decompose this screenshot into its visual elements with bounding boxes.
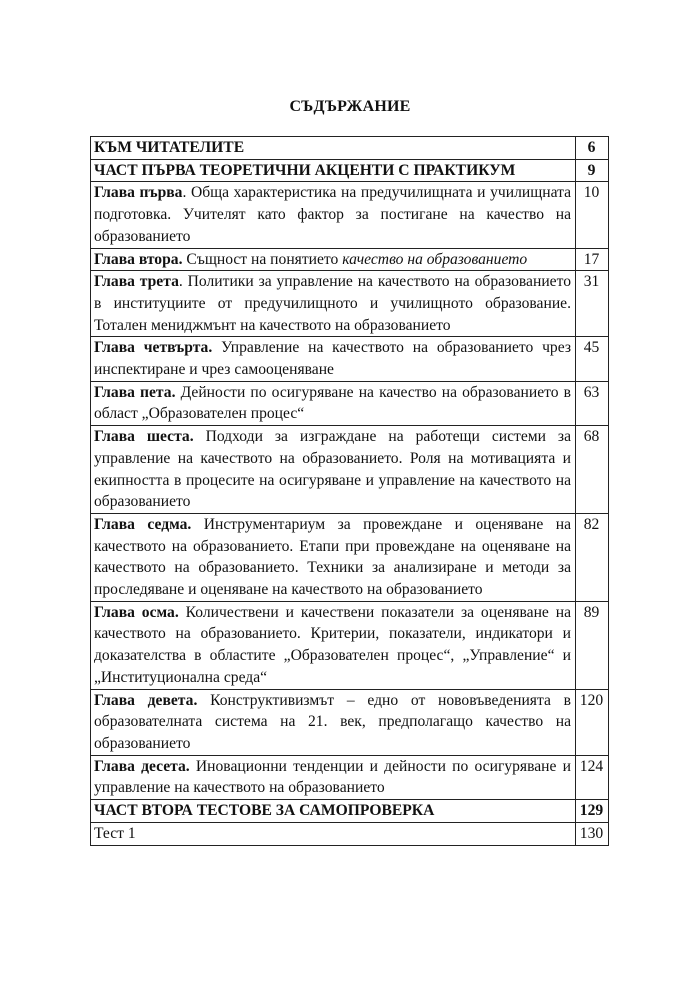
toc-entry-title	[91, 800, 576, 823]
toc-entry-title	[91, 426, 576, 514]
entry-text-italic: качество на образованието	[342, 250, 528, 268]
toc-entry-title	[91, 513, 576, 601]
chapter-heading: Глава втора.	[94, 250, 183, 268]
toc-row	[91, 159, 609, 182]
chapter-heading: Глава трета	[94, 273, 179, 291]
chapter-heading: Глава десета.	[94, 757, 190, 775]
toc-entry-title	[91, 248, 576, 271]
toc-page-number: 82	[576, 513, 609, 601]
chapter-heading: Глава осма.	[94, 603, 179, 621]
entry-text: Дейности по осигуряване на качество на образованието в област „Образователен процес“	[94, 383, 571, 423]
entry-text: Количествени и качествени показатели за оценяване на качеството на образованието. Критерии, показатели, индикатори и доказателства в областите „Образователен процес“, „Управление“ и „Институционална среда“	[94, 603, 571, 686]
chapter-heading: Глава девета.	[94, 691, 198, 709]
toc-entry-title	[91, 182, 576, 248]
toc-entry-title	[91, 337, 576, 381]
toc-page-number: 130	[576, 822, 609, 845]
toc-row	[91, 182, 609, 248]
toc-page-number: 10	[576, 182, 609, 248]
entry-text: Конструктивизмът – едно от нововъведенията в образователната система на 21. век, предполагащо качество на образованието	[94, 691, 571, 752]
chapter-heading: Глава седма.	[94, 515, 192, 533]
toc-row	[91, 822, 609, 845]
chapter-heading: Глава пета.	[94, 383, 176, 401]
toc-page-number: 124	[576, 755, 609, 799]
chapter-heading: Глава шеста.	[94, 428, 194, 446]
entry-text: . Политики за управление на качеството на образованието в институциите от предучилищното и училищното образование. Тотален мениджмънт на качеството на образованието	[94, 273, 571, 334]
toc-page-number: 45	[576, 337, 609, 381]
toc-entry-title	[91, 271, 576, 337]
entry-text: Същност на понятието	[182, 250, 343, 268]
toc-entry-title	[91, 381, 576, 425]
toc-page-number: 89	[576, 601, 609, 689]
table-of-contents	[90, 136, 609, 846]
toc-row	[91, 248, 609, 271]
entry-text: . Обща характеристика на предучилищната и училищната подготовка. Учителят като фактор за постигане на качество на образованието	[94, 184, 572, 245]
toc-page-number: 17	[576, 248, 609, 271]
toc-row	[91, 137, 609, 160]
chapter-heading: Глава четвърта.	[94, 339, 213, 357]
section-heading: КЪМ ЧИТАТЕЛИТЕ	[94, 139, 245, 156]
toc-entry-title	[91, 601, 576, 689]
toc-page-number: 6	[576, 137, 609, 160]
toc-row	[91, 800, 609, 823]
entry-text: Инструментариум за провеждане и оценяване на качеството на образованието. Етапи при провеждане на оценяване на качеството на образованието. Техники за анализиране и методи за проследяване и оценяване на качеството на образованието	[94, 515, 571, 599]
toc-entry-title	[91, 689, 576, 755]
toc-body	[91, 137, 609, 846]
section-heading: ЧАСТ ПЪРВА ТЕОРЕТИЧНИ АКЦЕНТИ С ПРАКТИКУМ	[94, 161, 516, 179]
toc-page-number: 120	[576, 689, 609, 755]
entry-text: Управление на качеството на образованието чрез инспектиране и чрез самооценяване	[94, 339, 571, 379]
toc-page-number: 68	[576, 426, 609, 514]
toc-row	[91, 426, 609, 514]
toc-row	[91, 755, 609, 799]
toc-row	[91, 513, 609, 601]
toc-entry-title	[91, 755, 576, 799]
toc-entry-title	[91, 822, 576, 845]
toc-row	[91, 601, 609, 689]
toc-page-number: 129	[576, 800, 609, 823]
toc-row	[91, 689, 609, 755]
toc-page-number: 31	[576, 271, 609, 337]
entry-text: Иновационни тенденции и дейности по осигуряване и управление на качеството на образованието	[94, 757, 571, 797]
toc-entry-title	[91, 137, 576, 160]
toc-page-number: 63	[576, 381, 609, 425]
toc-row	[91, 381, 609, 425]
entry-text: Подходи за изграждане на работещи системи за управление на качеството на образованието. Роля на мотивацията и екипността в процесите на осигуряване и управление на качеството на образованието	[94, 428, 571, 511]
entry-text: Тест 1	[94, 824, 136, 842]
page-title: СЪДЪРЖАНИЕ	[289, 98, 411, 115]
toc-row	[91, 337, 609, 381]
section-heading: ЧАСТ ВТОРА ТЕСТОВЕ ЗА САМОПРОВЕРКА	[94, 802, 435, 820]
toc-page-number: 9	[576, 159, 609, 182]
toc-entry-title	[91, 159, 576, 182]
toc-row	[91, 271, 609, 337]
chapter-heading: Глава първа	[94, 184, 183, 202]
